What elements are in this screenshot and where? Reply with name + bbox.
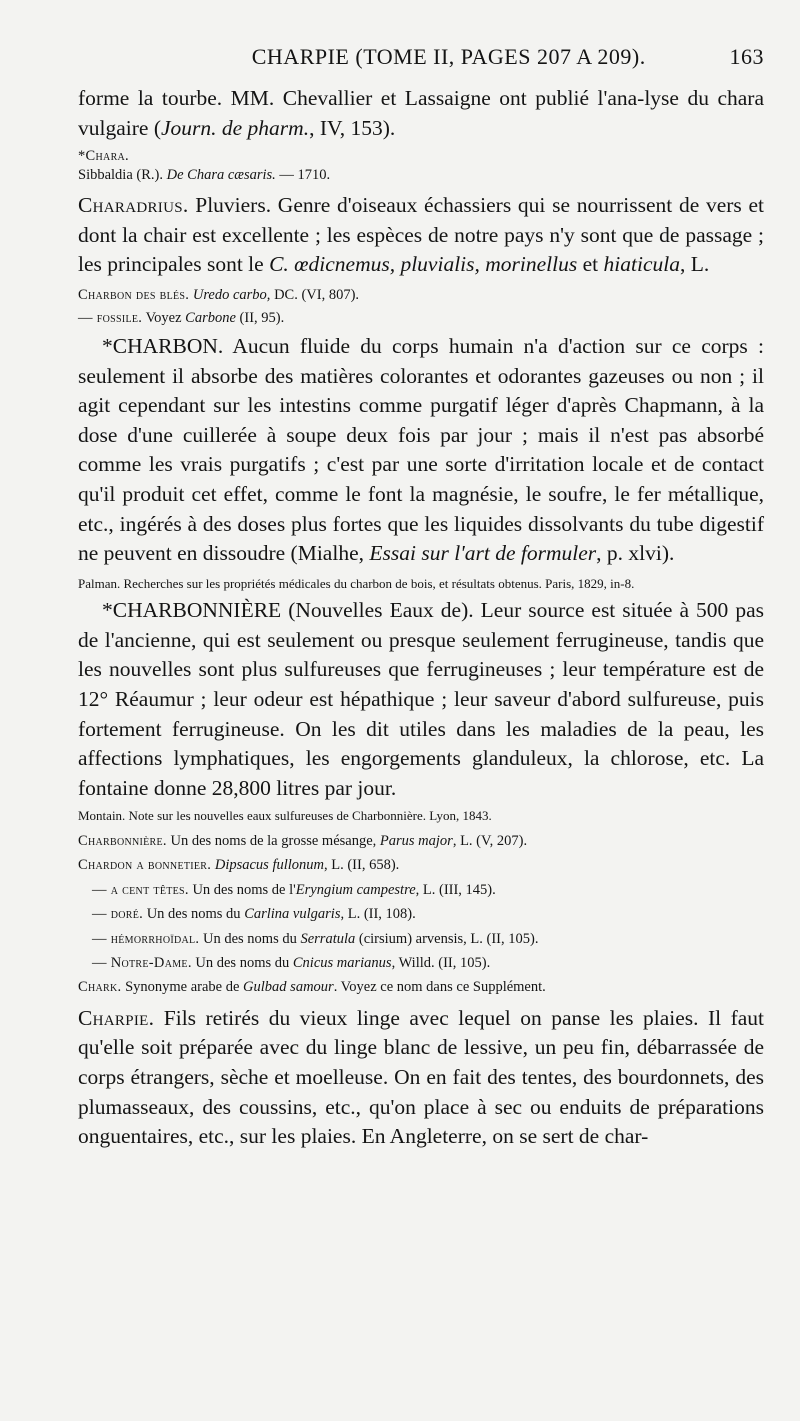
- page: [78, 44, 764, 1152]
- page-number: 163: [729, 44, 764, 69]
- running-title: CHARPIE (TOME II, PAGES 207 A 209).: [251, 44, 646, 69]
- entry-charbon: *CHARBON. Aucun fluide du corps humain n'a d'action sur ce corps : seulement il absorbe des matières colorantes et odorantes gazeuses ou non ; il agit cependant sur les intestins comme purgatif léger d'après Chapmann, à la dose d'une cuillerée à soupe deux fois par jour ; mais il n'est pas absorbé comme les vrais purgatifs ; c'est par une sorte d'irritation locale et de contact qu'il produit cet effet, comme le font la magnésie, le soufre, le fer métallique, etc., ingérés à des doses plus fortes que les liquides dissolvants du tube digestif ne peuvent en dissoudre (Mialhe, Essai sur l'art de formuler, p. xlvi).: [78, 333, 764, 566]
- list-item: — a cent têtes. Un des noms de l'Eryngium campestre, L. (III, 145).: [92, 881, 496, 898]
- reference-palman: Palman. Recherches sur les propriétés médicales du charbon de bois, et résultats obtenus. Paris, 1829, in-8.: [78, 575, 635, 591]
- entry-chara: [78, 147, 764, 166]
- entry-charbon-fossile: — fossile. Voyez Carbone (II, 95).: [78, 309, 285, 326]
- reference-montain: Montain. Note sur les nouvelles eaux sulfureuses de Charbonnière. Lyon, 1843.: [78, 808, 492, 824]
- list-item: — hémorrhoïdal. Un des noms du Serratula (cirsium) arvensis, L. (II, 105).: [92, 930, 539, 947]
- entry-head: *Chara.: [78, 148, 129, 165]
- running-header: [78, 44, 764, 84]
- entry-head: *CHARBONNIÈRE: [102, 598, 282, 623]
- paragraph-chara-continued: forme la tourbe. MM. Chevallier et Lassaigne ont publié l'ana-lyse du chara vulgaire (Journ. de pharm., IV, 153).: [78, 86, 764, 140]
- entry-head: Charadrius.: [78, 193, 189, 218]
- entry-head: Charpie.: [78, 1005, 155, 1030]
- list-item: Charbonnière. Un des noms de la grosse mésange, Parus major, L. (V, 207).: [78, 832, 528, 849]
- short-entries: [78, 829, 764, 998]
- reference-sibbaldia: Sibbaldia (R.). De Chara cæsaris. — 1710.: [78, 167, 331, 184]
- entry-charadrius: Charadrius. Pluviers. Genre d'oiseaux échassiers qui se nourrissent de vers et dont la chair est excellente ; les espèces de notre pays n'y sont que de passage ; les principales sont le C. œdicnemus, pluvialis, morinellus et hiaticula, L.: [78, 193, 764, 277]
- entry-head: *CHARBON.: [102, 333, 224, 358]
- entry-chark: Chark. Synonyme arabe de Gulbad samour. Voyez ce nom dans ce Supplément.: [78, 978, 546, 995]
- entry-head: Charbon des blés.: [78, 286, 190, 303]
- entry-charbonniere-eaux: *CHARBONNIÈRE (Nouvelles Eaux de). Leur source est située à 500 pas de l'ancienne, qui est seulement ou presque seulement ferrugineuse, tandis que les nouvelles sont plus sulfureuses que ferrugineuses ; leur température est de 12° Réaumur ; leur odeur est hépathique ; leur saveur d'abord sulfureuse, puis fortement ferrugineuse. On les dit utiles dans les maladies de la peau, les affections lymphatiques, les engorgements glanduleux, la chlorose, etc. La fontaine donne 28,800 litres par jour.: [78, 598, 764, 800]
- journal-title: Journ. de pharm.: [160, 115, 310, 140]
- entry-head: — fossile.: [78, 309, 143, 326]
- list-item: — Notre-Dame. Un des noms du Cnicus marianus, Willd. (II, 105).: [92, 955, 491, 972]
- list-item: Chardon a bonnetier. Dipsacus fullonum, L. (II, 658).: [78, 857, 400, 874]
- list-item: — doré. Un des noms du Carlina vulgaris, L. (II, 108).: [92, 906, 416, 923]
- entry-charpie: Charpie. Fils retirés du vieux linge avec lequel on panse les plaies. Il faut qu'elle soit préparée avec du linge blanc de lessive, un peu fin, débarrassée de corps étrangers, sèche et moelleuse. On en fait des tentes, des bourdonnets, des plumasseaux, des coussins, etc., qu'on place à sec ou enduits de préparations onguentaires, etc., sur les plaies. En Angleterre, on se sert de char-: [78, 1005, 764, 1149]
- entry-charbon-des-bles: Charbon des blés. Uredo carbo, DC. (VI, 807).: [78, 286, 360, 303]
